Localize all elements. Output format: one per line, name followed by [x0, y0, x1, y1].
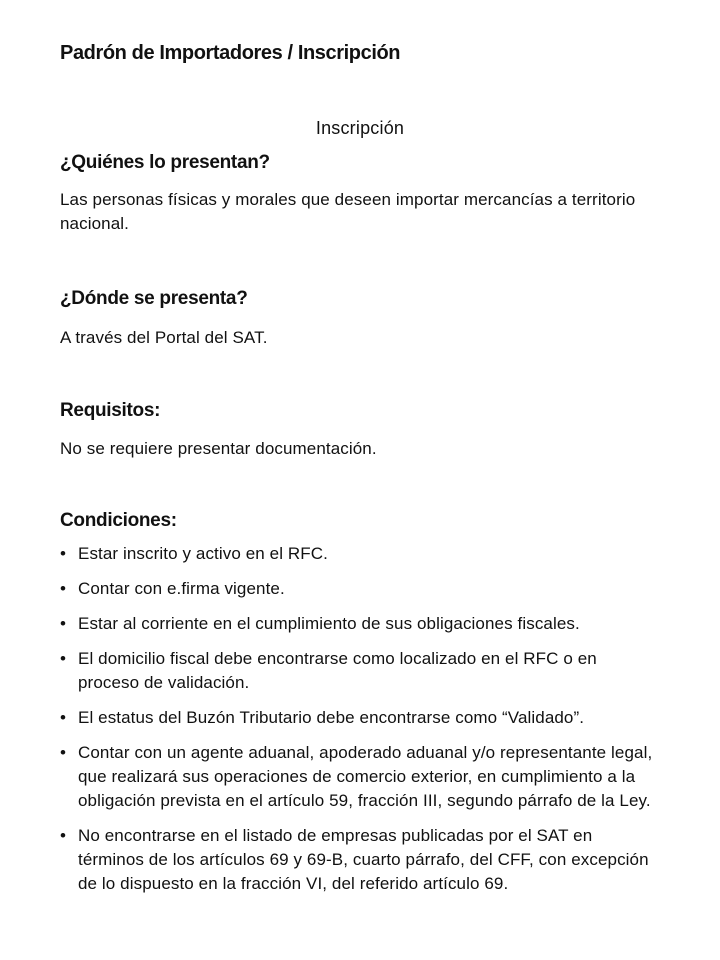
conditions-list: [60, 542, 660, 907]
condition-text: Contar con un agente aduanal, apoderado aduanal y/o representante legal, que realizará sus operaciones de comercio exterior, en cumplimiento a la obligación prevista en el artículo 59, fracción III, segundo párrafo de la Ley.: [78, 743, 653, 810]
bullet-icon: •: [60, 649, 67, 668]
condition-text: El domicilio fiscal debe encontrarse como localizado en el RFC o en proceso de validación.: [78, 649, 597, 692]
list-item: [60, 577, 660, 601]
requirements-heading: Requisitos:: [60, 400, 161, 421]
requirements-text: No se requiere presentar documentación.: [60, 439, 377, 458]
page-title: Padrón de Importadores / Inscripción: [60, 42, 401, 64]
condition-text: Contar con e.firma vigente.: [78, 579, 285, 598]
bullet-icon: •: [60, 743, 67, 762]
condition-text: Estar al corriente en el cumplimiento de sus obligaciones fiscales.: [78, 614, 580, 633]
where-heading: ¿Dónde se presenta?: [60, 288, 248, 309]
section-title: Inscripción: [315, 118, 405, 138]
who-heading: ¿Quiénes lo presentan?: [60, 152, 270, 173]
who-text: Las personas físicas y morales que deseen importar mercancías a territorio nacional.: [60, 190, 636, 233]
list-item: [60, 647, 660, 695]
condition-text: El estatus del Buzón Tributario debe encontrarse como “Validado”.: [78, 708, 585, 727]
bullet-icon: •: [60, 708, 67, 727]
list-item: [60, 542, 660, 566]
bullet-icon: •: [60, 826, 67, 845]
list-item: [60, 741, 660, 813]
list-item: [60, 612, 660, 636]
list-item: [60, 706, 660, 730]
bullet-icon: •: [60, 544, 67, 563]
list-item: [60, 824, 660, 896]
conditions-heading: Condiciones:: [60, 510, 177, 531]
bullet-icon: •: [60, 614, 67, 633]
condition-text: No encontrarse en el listado de empresas publicadas por el SAT en términos de los artículos 69 y 69-B, cuarto párrafo, del CFF, con excepción de lo dispuesto en la fracción VI, del referido artículo 69.: [78, 826, 649, 893]
condition-text: Estar inscrito y activo en el RFC.: [78, 544, 328, 563]
where-text: A través del Portal del SAT.: [60, 328, 268, 347]
bullet-icon: •: [60, 579, 67, 598]
